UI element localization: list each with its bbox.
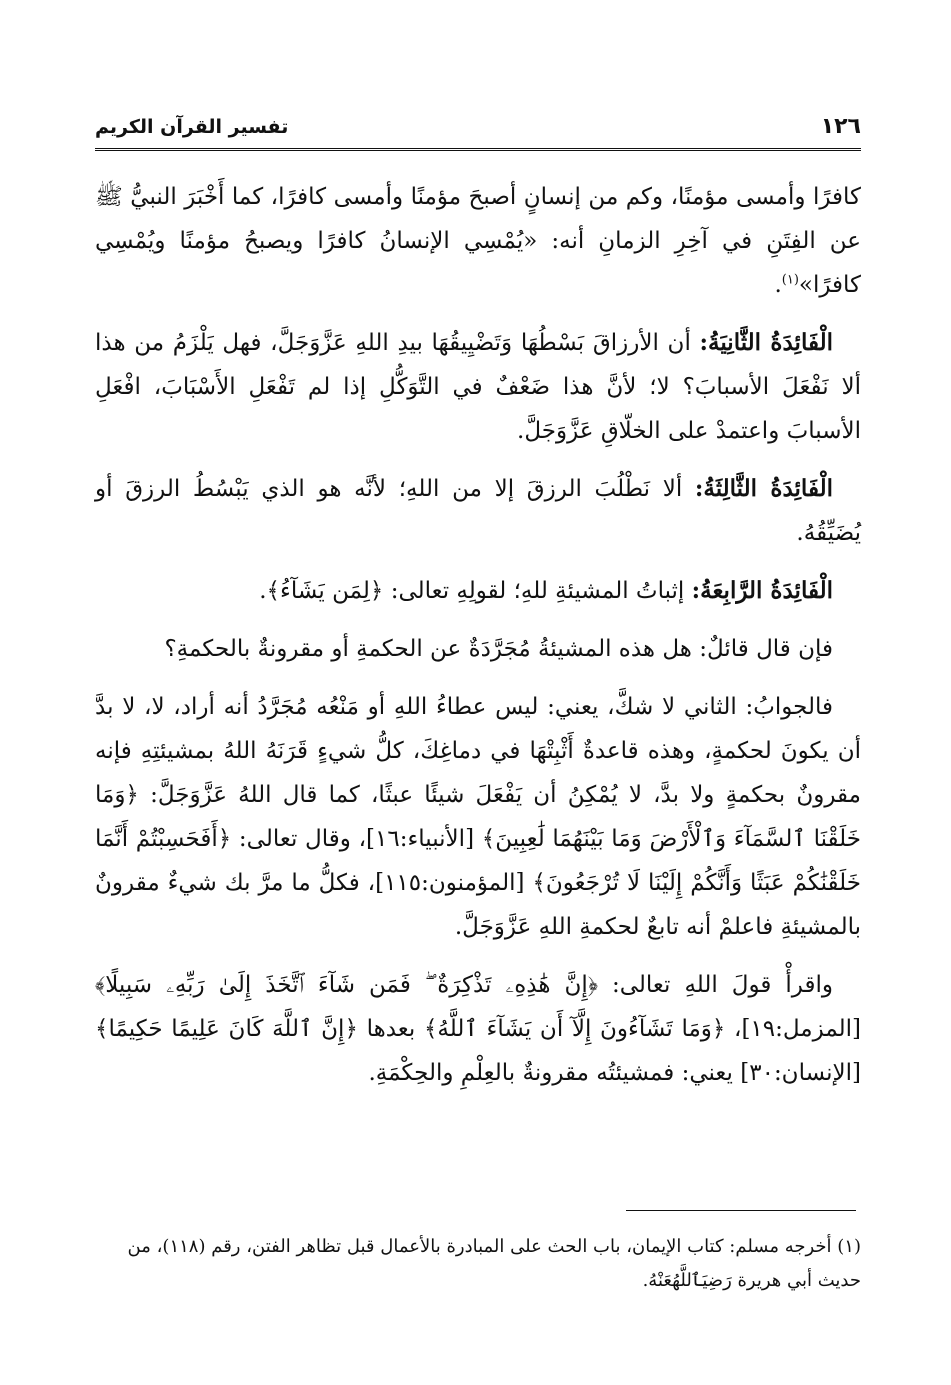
paragraph-text: فالجوابُ: الثاني لا شكَّ، يعني: ليس عطاءُ اللهِ أو مَنْعُه مُجَرَّدُ أنه أراد، لا، لا بدَّ أن يكونَ لحكمةٍ، وهذه قاعدةٌ أَثْبِتْهَا في دماغِكَ، كلُّ شيءٍ قَرَنَهُ اللهُ بمشيئتِهِ فإنه مقرونٌ بحكمةٍ ولا بدَّ، لا يُمْكِنُ أن يَفْعَلَ شيئًا عبثًا، كما قال اللهُ عَزَّوَجَلَّ: ﴿وَمَا خَلَقْنَا ٱلسَّمَآءَ وَٱلْأَرْضَ وَمَا بَيْنَهُمَا لَٰعِبِينَ﴾ [الأنبياء:١٦]، وقال تعالى: ﴿أَفَحَسِبْتُمْ أَنَّمَا خَلَقْنَٰكُمْ عَبَثًا وَأَنَّكُمْ إِلَيْنَا لَا تُرْجَعُونَ﴾ [المؤمنون:١١٥]، فكلُّ ما مرَّ بك شيءٌ مقرونٌ بالمشيئةِ فاعلمْ أنه تابعٌ لحكمةِ اللهِ عَزَّوَجَلَّ. bbox=[95, 694, 862, 940]
page-number: ١٢٦ bbox=[820, 114, 861, 139]
paragraph-text: واقرأْ قولَ اللهِ تعالى: ﴿إِنَّ هَٰذِهِۦ تَذْكِرَةٌ ۖ فَمَن شَآءَ ٱتَّخَذَ إِلَىٰ رَبِّهِۦ سَبِيلًا﴾ [المزمل:١٩]، ﴿وَمَا تَشَآءُونَ إِلَّآ أَن يَشَآءَ ٱللَّهُ﴾ بعدها ﴿إِنَّ ٱللَّهَ كَانَ عَلِيمًا حَكِيمًا﴾ [الإنسان:٣٠] يعني: فمشيئتُه مقرونةٌ بالعِلْمِ والحِكْمَةِ. bbox=[95, 972, 861, 1086]
paragraph-text: أن الأرزاقَ بَسْطُهَا وَتَضْيِيقُهَا بيدِ اللهِ عَزَّوَجَلَّ، فهل يَلْزَمُ من هذا ألا نَفْعَلَ الأسبابَ؟ لا؛ لأنَّ هذا ضَعْفٌ في التَّوَكُّلِ إذا لم تَفْعَلِ الأَسْبَابَ، افْعَلِ الأسبابَ واعتمدْ على الخلّاقِ عَزَّوَجَلَّ. bbox=[95, 330, 861, 444]
paragraph bbox=[95, 175, 861, 307]
benefit-heading: الْفَائِدَةُ الثَّانِيَةُ: bbox=[699, 329, 833, 356]
body-text bbox=[95, 175, 861, 1109]
benefit-heading: الْفَائِدَةُ الثَّالِثَةُ: bbox=[694, 475, 833, 502]
paragraph-text-end: . bbox=[774, 272, 782, 298]
paragraph-text: ألا نَطْلُبَ الرزقَ إلا من اللهِ؛ لأنَّه هو الذي يَبْسُطُ الرزقَ أو يُضَيِّقُهُ. bbox=[95, 476, 861, 546]
paragraph bbox=[95, 569, 861, 613]
paragraph bbox=[95, 321, 861, 453]
paragraph bbox=[95, 963, 861, 1095]
footnote bbox=[95, 1230, 861, 1298]
paragraph bbox=[95, 627, 861, 671]
paragraph-text: كافرًا وأمسى مؤمنًا، وكم من إنسانٍ أصبحَ مؤمنًا وأمسى كافرًا، كما أَخْبَرَ النبيُّ ﷺ عن الفِتَنِ في آخِرِ الزمانِ أنه: «يُمْسِي الإنسانُ كافرًا ويصبحُ مؤمنًا ويُمْسِي كافرًا» bbox=[95, 184, 861, 298]
benefit-heading: الْفَائِدَةُ الرَّابِعَةُ: bbox=[691, 577, 833, 604]
book-title: تفسير القرآن الكريم bbox=[95, 116, 289, 138]
paragraph-text: إثباتُ المشيئةِ للهِ؛ لقولِهِ تعالى: ﴿لِمَن يَشَآءُ﴾. bbox=[259, 578, 692, 604]
page-header bbox=[95, 108, 861, 151]
footnotes bbox=[95, 1230, 861, 1298]
paragraph-text: فإن قال قائلٌ: هل هذه المشيئةُ مُجَرَّدَةٌ عن الحكمةِ أو مقرونةٌ بالحكمةِ؟ bbox=[164, 636, 833, 662]
footnote-separator bbox=[626, 1210, 856, 1211]
footnote-text: أخرجه مسلم: كتاب الإيمان، باب الحث على المبادرة بالأعمال قبل تظاهر الفتن، رقم (١١٨)، من حديث أبي هريرة رَضِيَٱللَّهُعَنْهُ. bbox=[127, 1236, 861, 1291]
footnote-marker: (١) bbox=[837, 1236, 861, 1257]
footnote-reference[interactable]: (١) bbox=[781, 272, 799, 288]
paragraph bbox=[95, 685, 861, 949]
paragraph bbox=[95, 467, 861, 555]
